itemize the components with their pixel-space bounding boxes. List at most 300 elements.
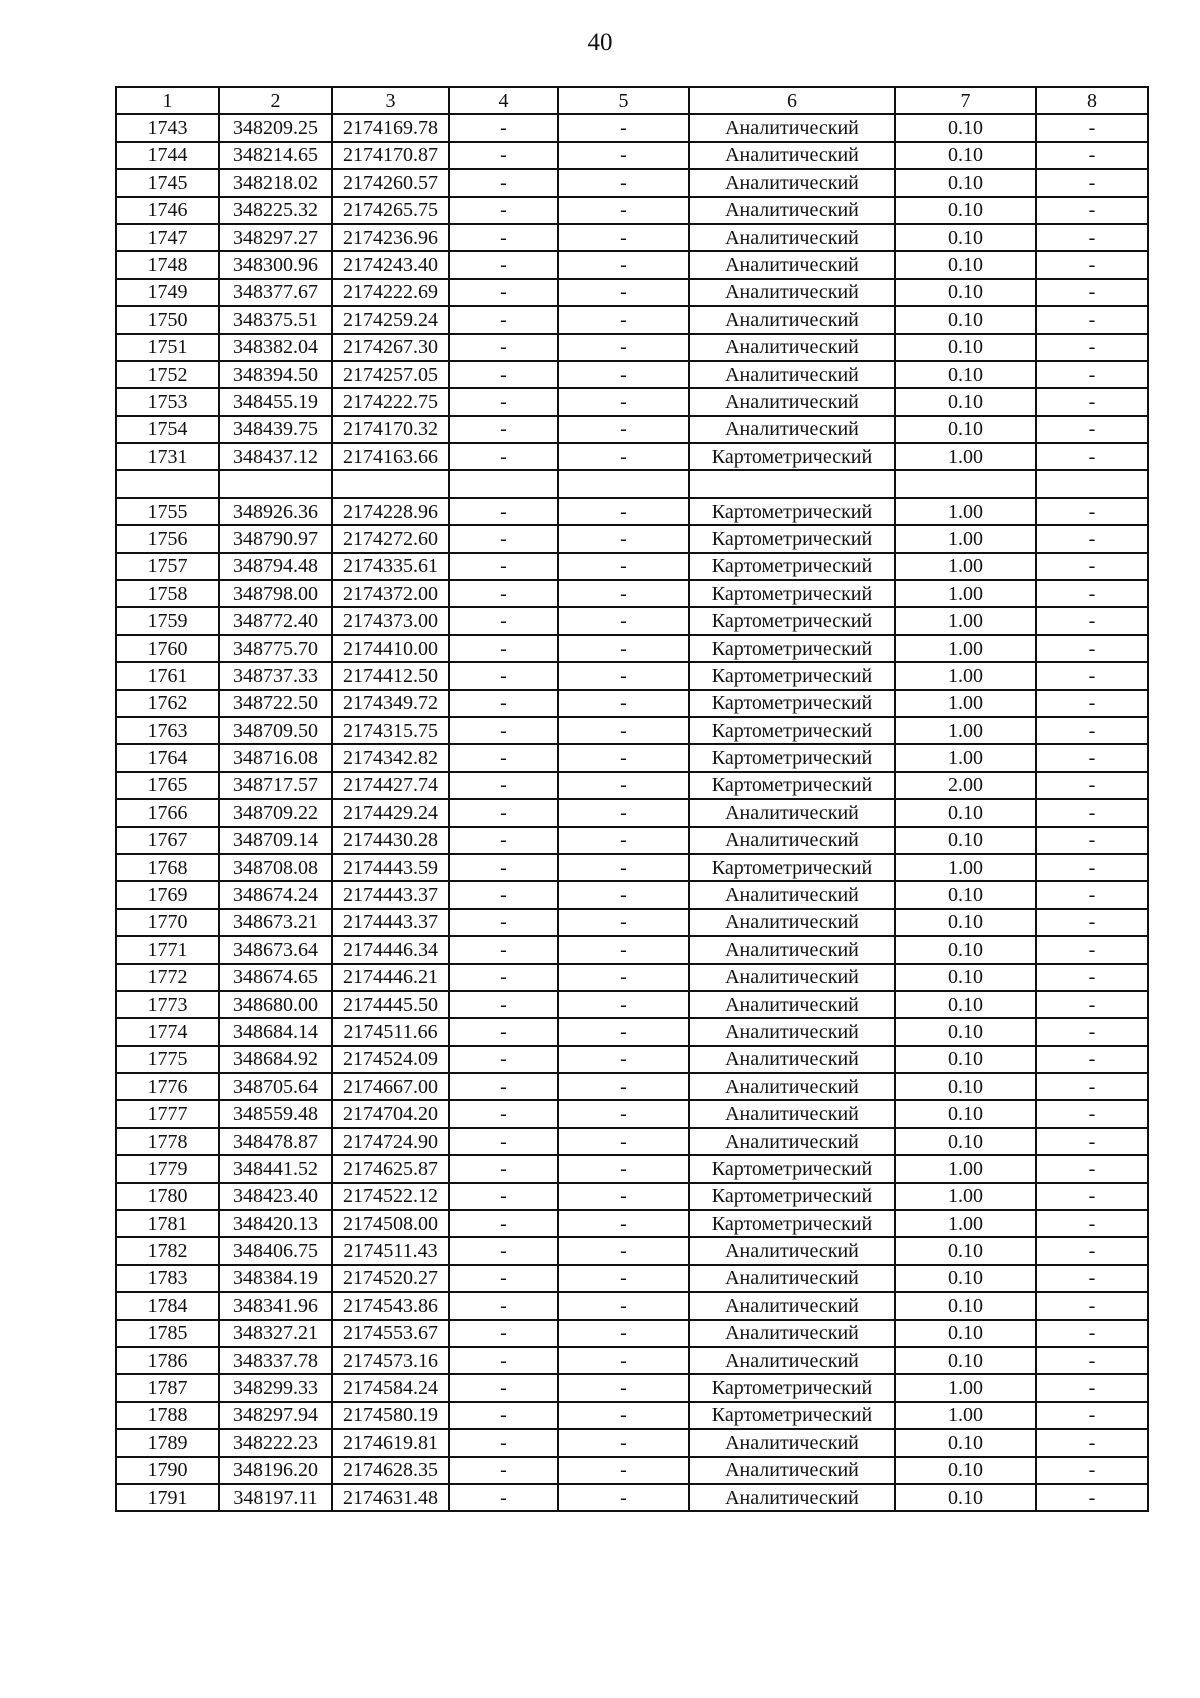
method-cell: Картометрический bbox=[689, 443, 895, 470]
point-number-cell: 1763 bbox=[116, 717, 219, 744]
column-5-cell: - bbox=[558, 1457, 689, 1484]
column-5-cell: - bbox=[558, 1183, 689, 1210]
column-4-cell: - bbox=[449, 1320, 558, 1347]
method-cell: Аналитический bbox=[689, 1046, 895, 1073]
column-4-cell: - bbox=[449, 881, 558, 908]
accuracy-cell: 0.10 bbox=[895, 361, 1036, 388]
x-coordinate-cell: 348406.75 bbox=[219, 1237, 332, 1264]
table-row bbox=[116, 1484, 1148, 1511]
table-row bbox=[116, 1320, 1148, 1347]
column-5-cell: - bbox=[558, 991, 689, 1018]
method-cell: Аналитический bbox=[689, 909, 895, 936]
point-number-cell: 1781 bbox=[116, 1210, 219, 1237]
method-cell: Картометрический bbox=[689, 1183, 895, 1210]
y-coordinate-cell: 2174228.96 bbox=[332, 498, 449, 525]
x-coordinate-cell: 348420.13 bbox=[219, 1210, 332, 1237]
accuracy-cell: 0.10 bbox=[895, 416, 1036, 443]
accuracy-cell: 0.10 bbox=[895, 1018, 1036, 1045]
column-8-cell: - bbox=[1036, 251, 1148, 278]
y-coordinate-cell: 2174619.81 bbox=[332, 1429, 449, 1456]
accuracy-cell: 1.00 bbox=[895, 1155, 1036, 1182]
table-row bbox=[116, 936, 1148, 963]
method-cell: Аналитический bbox=[689, 114, 895, 141]
column-4-cell: - bbox=[449, 1457, 558, 1484]
column-8-cell: - bbox=[1036, 580, 1148, 607]
table-row bbox=[116, 1018, 1148, 1045]
column-8-cell: - bbox=[1036, 169, 1148, 196]
method-cell: Картометрический bbox=[689, 717, 895, 744]
column-4-cell: - bbox=[449, 1018, 558, 1045]
y-coordinate-cell: 2174315.75 bbox=[332, 717, 449, 744]
method-cell: Аналитический bbox=[689, 306, 895, 333]
x-coordinate-cell: 348225.32 bbox=[219, 197, 332, 224]
method-cell: Картометрический bbox=[689, 553, 895, 580]
accuracy-cell: 0.10 bbox=[895, 197, 1036, 224]
column-8-cell: - bbox=[1036, 1237, 1148, 1264]
column-8-cell: - bbox=[1036, 1429, 1148, 1456]
accuracy-cell: 0.10 bbox=[895, 1320, 1036, 1347]
column-8-cell: - bbox=[1036, 607, 1148, 634]
column-5-cell: - bbox=[558, 936, 689, 963]
x-coordinate-cell: 348684.14 bbox=[219, 1018, 332, 1045]
column-8-cell: - bbox=[1036, 388, 1148, 415]
x-coordinate-cell: 348673.64 bbox=[219, 936, 332, 963]
column-5-cell: - bbox=[558, 854, 689, 881]
point-number-cell: 1772 bbox=[116, 964, 219, 991]
x-coordinate-cell: 348926.36 bbox=[219, 498, 332, 525]
column-5-cell: - bbox=[558, 635, 689, 662]
column-5-cell: - bbox=[558, 361, 689, 388]
method-cell: Картометрический bbox=[689, 772, 895, 799]
accuracy-cell: 1.00 bbox=[895, 1402, 1036, 1429]
column-4-cell: - bbox=[449, 744, 558, 771]
x-coordinate-cell: 348708.08 bbox=[219, 854, 332, 881]
point-number-cell: 1752 bbox=[116, 361, 219, 388]
x-coordinate-cell: 348737.33 bbox=[219, 662, 332, 689]
column-8-cell: - bbox=[1036, 827, 1148, 854]
column-4-cell: - bbox=[449, 197, 558, 224]
column-8-cell: - bbox=[1036, 1018, 1148, 1045]
column-5-cell bbox=[558, 470, 689, 497]
accuracy-cell: 0.10 bbox=[895, 279, 1036, 306]
column-4-cell: - bbox=[449, 1484, 558, 1511]
table-row bbox=[116, 361, 1148, 388]
column-4-cell: - bbox=[449, 553, 558, 580]
column-5-cell: - bbox=[558, 334, 689, 361]
header-cell: 3 bbox=[332, 87, 449, 114]
y-coordinate-cell: 2174372.00 bbox=[332, 580, 449, 607]
point-number-cell: 1786 bbox=[116, 1347, 219, 1374]
accuracy-cell: 0.10 bbox=[895, 799, 1036, 826]
method-cell: Аналитический bbox=[689, 1128, 895, 1155]
accuracy-cell: 0.10 bbox=[895, 1100, 1036, 1127]
table-row bbox=[116, 1457, 1148, 1484]
y-coordinate-cell: 2174429.24 bbox=[332, 799, 449, 826]
column-4-cell: - bbox=[449, 388, 558, 415]
table-row bbox=[116, 114, 1148, 141]
column-4-cell: - bbox=[449, 1046, 558, 1073]
y-coordinate-cell: 2174335.61 bbox=[332, 553, 449, 580]
method-cell: Аналитический bbox=[689, 1429, 895, 1456]
table-row bbox=[116, 1265, 1148, 1292]
x-coordinate-cell: 348394.50 bbox=[219, 361, 332, 388]
y-coordinate-cell: 2174573.16 bbox=[332, 1347, 449, 1374]
column-8-cell: - bbox=[1036, 361, 1148, 388]
method-cell: Аналитический bbox=[689, 251, 895, 278]
table-row bbox=[116, 197, 1148, 224]
table-row bbox=[116, 717, 1148, 744]
column-4-cell: - bbox=[449, 1265, 558, 1292]
point-number-cell bbox=[116, 470, 219, 497]
method-cell: Аналитический bbox=[689, 1292, 895, 1319]
x-coordinate-cell: 348559.48 bbox=[219, 1100, 332, 1127]
y-coordinate-cell: 2174427.74 bbox=[332, 772, 449, 799]
accuracy-cell: 1.00 bbox=[895, 553, 1036, 580]
method-cell: Картометрический bbox=[689, 635, 895, 662]
accuracy-cell: 0.10 bbox=[895, 1128, 1036, 1155]
accuracy-cell: 0.10 bbox=[895, 251, 1036, 278]
table-row bbox=[116, 279, 1148, 306]
accuracy-cell: 0.10 bbox=[895, 936, 1036, 963]
x-coordinate-cell: 348478.87 bbox=[219, 1128, 332, 1155]
point-number-cell: 1731 bbox=[116, 443, 219, 470]
column-4-cell: - bbox=[449, 635, 558, 662]
method-cell: Аналитический bbox=[689, 416, 895, 443]
column-4-cell: - bbox=[449, 964, 558, 991]
blank-separator-row bbox=[116, 470, 1148, 497]
column-4-cell: - bbox=[449, 525, 558, 552]
x-coordinate-cell: 348680.00 bbox=[219, 991, 332, 1018]
y-coordinate-cell: 2174236.96 bbox=[332, 224, 449, 251]
column-4-cell: - bbox=[449, 169, 558, 196]
x-coordinate-cell: 348375.51 bbox=[219, 306, 332, 333]
column-4-cell: - bbox=[449, 224, 558, 251]
y-coordinate-cell: 2174524.09 bbox=[332, 1046, 449, 1073]
column-5-cell: - bbox=[558, 1210, 689, 1237]
column-8-cell: - bbox=[1036, 909, 1148, 936]
x-coordinate-cell: 348423.40 bbox=[219, 1183, 332, 1210]
y-coordinate-cell: 2174169.78 bbox=[332, 114, 449, 141]
column-5-cell: - bbox=[558, 690, 689, 717]
column-4-cell: - bbox=[449, 416, 558, 443]
y-coordinate-cell: 2174265.75 bbox=[332, 197, 449, 224]
x-coordinate-cell: 348790.97 bbox=[219, 525, 332, 552]
point-number-cell: 1756 bbox=[116, 525, 219, 552]
coordinates-table bbox=[115, 86, 1149, 1512]
method-cell: Аналитический bbox=[689, 1320, 895, 1347]
column-5-cell: - bbox=[558, 1320, 689, 1347]
point-number-cell: 1782 bbox=[116, 1237, 219, 1264]
table-row bbox=[116, 854, 1148, 881]
table-row bbox=[116, 224, 1148, 251]
method-cell: Аналитический bbox=[689, 169, 895, 196]
point-number-cell: 1774 bbox=[116, 1018, 219, 1045]
column-5-cell: - bbox=[558, 1100, 689, 1127]
column-8-cell: - bbox=[1036, 717, 1148, 744]
x-coordinate-cell: 348341.96 bbox=[219, 1292, 332, 1319]
y-coordinate-cell: 2174222.75 bbox=[332, 388, 449, 415]
point-number-cell: 1773 bbox=[116, 991, 219, 1018]
column-5-cell: - bbox=[558, 607, 689, 634]
x-coordinate-cell: 348297.27 bbox=[219, 224, 332, 251]
x-coordinate-cell: 348673.21 bbox=[219, 909, 332, 936]
x-coordinate-cell: 348384.19 bbox=[219, 1265, 332, 1292]
column-8-cell: - bbox=[1036, 416, 1148, 443]
accuracy-cell: 1.00 bbox=[895, 854, 1036, 881]
point-number-cell: 1785 bbox=[116, 1320, 219, 1347]
column-4-cell: - bbox=[449, 1374, 558, 1401]
accuracy-cell: 0.10 bbox=[895, 827, 1036, 854]
point-number-cell: 1760 bbox=[116, 635, 219, 662]
column-8-cell: - bbox=[1036, 1183, 1148, 1210]
x-coordinate-cell: 348327.21 bbox=[219, 1320, 332, 1347]
column-4-cell: - bbox=[449, 799, 558, 826]
column-4-cell: - bbox=[449, 306, 558, 333]
column-4-cell: - bbox=[449, 251, 558, 278]
column-4-cell: - bbox=[449, 1402, 558, 1429]
point-number-cell: 1790 bbox=[116, 1457, 219, 1484]
method-cell: Аналитический bbox=[689, 991, 895, 1018]
column-5-cell: - bbox=[558, 1128, 689, 1155]
accuracy-cell: 1.00 bbox=[895, 1210, 1036, 1237]
y-coordinate-cell: 2174260.57 bbox=[332, 169, 449, 196]
column-8-cell: - bbox=[1036, 744, 1148, 771]
x-coordinate-cell: 348214.65 bbox=[219, 142, 332, 169]
column-4-cell: - bbox=[449, 717, 558, 744]
column-5-cell: - bbox=[558, 717, 689, 744]
column-8-cell: - bbox=[1036, 553, 1148, 580]
table-row bbox=[116, 525, 1148, 552]
point-number-cell: 1764 bbox=[116, 744, 219, 771]
column-8-cell: - bbox=[1036, 197, 1148, 224]
method-cell: Аналитический bbox=[689, 881, 895, 908]
method-cell: Картометрический bbox=[689, 854, 895, 881]
column-4-cell: - bbox=[449, 361, 558, 388]
table-row bbox=[116, 1347, 1148, 1374]
x-coordinate-cell: 348196.20 bbox=[219, 1457, 332, 1484]
accuracy-cell: 1.00 bbox=[895, 690, 1036, 717]
table-row bbox=[116, 635, 1148, 662]
column-5-cell: - bbox=[558, 1237, 689, 1264]
point-number-cell: 1767 bbox=[116, 827, 219, 854]
table-row bbox=[116, 1429, 1148, 1456]
x-coordinate-cell: 348299.33 bbox=[219, 1374, 332, 1401]
column-5-cell: - bbox=[558, 306, 689, 333]
column-4-cell: - bbox=[449, 1292, 558, 1319]
column-4-cell: - bbox=[449, 991, 558, 1018]
x-coordinate-cell: 348705.64 bbox=[219, 1073, 332, 1100]
column-8-cell: - bbox=[1036, 1265, 1148, 1292]
column-4-cell: - bbox=[449, 142, 558, 169]
table-row bbox=[116, 1292, 1148, 1319]
column-8-cell: - bbox=[1036, 936, 1148, 963]
header-cell: 4 bbox=[449, 87, 558, 114]
table-row bbox=[116, 251, 1148, 278]
point-number-cell: 1778 bbox=[116, 1128, 219, 1155]
column-8-cell bbox=[1036, 470, 1148, 497]
point-number-cell: 1758 bbox=[116, 580, 219, 607]
point-number-cell: 1776 bbox=[116, 1073, 219, 1100]
x-coordinate-cell: 348209.25 bbox=[219, 114, 332, 141]
y-coordinate-cell: 2174628.35 bbox=[332, 1457, 449, 1484]
x-coordinate-cell: 348300.96 bbox=[219, 251, 332, 278]
column-5-cell: - bbox=[558, 1018, 689, 1045]
column-8-cell: - bbox=[1036, 1347, 1148, 1374]
y-coordinate-cell: 2174272.60 bbox=[332, 525, 449, 552]
column-4-cell: - bbox=[449, 690, 558, 717]
table-row bbox=[116, 1155, 1148, 1182]
column-4-cell: - bbox=[449, 443, 558, 470]
column-4-cell: - bbox=[449, 827, 558, 854]
column-8-cell: - bbox=[1036, 142, 1148, 169]
method-cell: Аналитический bbox=[689, 1100, 895, 1127]
point-number-cell: 1762 bbox=[116, 690, 219, 717]
column-8-cell: - bbox=[1036, 1402, 1148, 1429]
table-row bbox=[116, 799, 1148, 826]
accuracy-cell: 0.10 bbox=[895, 881, 1036, 908]
table-row bbox=[116, 553, 1148, 580]
column-8-cell: - bbox=[1036, 662, 1148, 689]
accuracy-cell: 1.00 bbox=[895, 635, 1036, 662]
x-coordinate-cell: 348717.57 bbox=[219, 772, 332, 799]
table-row bbox=[116, 1237, 1148, 1264]
x-coordinate-cell: 348794.48 bbox=[219, 553, 332, 580]
table-row bbox=[116, 744, 1148, 771]
method-cell: Аналитический bbox=[689, 1237, 895, 1264]
accuracy-cell: 0.10 bbox=[895, 1237, 1036, 1264]
column-8-cell: - bbox=[1036, 1155, 1148, 1182]
y-coordinate-cell: 2174412.50 bbox=[332, 662, 449, 689]
y-coordinate-cell: 2174257.05 bbox=[332, 361, 449, 388]
accuracy-cell: 0.10 bbox=[895, 1292, 1036, 1319]
column-5-cell: - bbox=[558, 909, 689, 936]
table-row bbox=[116, 607, 1148, 634]
column-8-cell: - bbox=[1036, 881, 1148, 908]
table-row bbox=[116, 1073, 1148, 1100]
x-coordinate-cell: 348437.12 bbox=[219, 443, 332, 470]
column-5-cell: - bbox=[558, 498, 689, 525]
accuracy-cell: 1.00 bbox=[895, 717, 1036, 744]
point-number-cell: 1789 bbox=[116, 1429, 219, 1456]
x-coordinate-cell: 348722.50 bbox=[219, 690, 332, 717]
x-coordinate-cell: 348709.22 bbox=[219, 799, 332, 826]
column-5-cell: - bbox=[558, 416, 689, 443]
header-cell: 2 bbox=[219, 87, 332, 114]
point-number-cell: 1747 bbox=[116, 224, 219, 251]
column-8-cell: - bbox=[1036, 991, 1148, 1018]
accuracy-cell: 1.00 bbox=[895, 443, 1036, 470]
column-8-cell: - bbox=[1036, 1457, 1148, 1484]
table-row bbox=[116, 881, 1148, 908]
column-8-cell: - bbox=[1036, 306, 1148, 333]
column-4-cell: - bbox=[449, 1128, 558, 1155]
point-number-cell: 1784 bbox=[116, 1292, 219, 1319]
y-coordinate-cell: 2174443.59 bbox=[332, 854, 449, 881]
point-number-cell: 1787 bbox=[116, 1374, 219, 1401]
column-5-cell: - bbox=[558, 772, 689, 799]
column-5-cell: - bbox=[558, 443, 689, 470]
table-row bbox=[116, 991, 1148, 1018]
x-coordinate-cell: 348798.00 bbox=[219, 580, 332, 607]
accuracy-cell: 0.10 bbox=[895, 114, 1036, 141]
column-4-cell: - bbox=[449, 936, 558, 963]
column-5-cell: - bbox=[558, 580, 689, 607]
column-4-cell: - bbox=[449, 607, 558, 634]
point-number-cell: 1745 bbox=[116, 169, 219, 196]
point-number-cell: 1755 bbox=[116, 498, 219, 525]
accuracy-cell: 1.00 bbox=[895, 580, 1036, 607]
column-8-cell: - bbox=[1036, 635, 1148, 662]
column-8-cell: - bbox=[1036, 224, 1148, 251]
header-cell: 1 bbox=[116, 87, 219, 114]
column-8-cell: - bbox=[1036, 498, 1148, 525]
method-cell: Аналитический bbox=[689, 1484, 895, 1511]
point-number-cell: 1765 bbox=[116, 772, 219, 799]
method-cell: Картометрический bbox=[689, 607, 895, 634]
method-cell: Картометрический bbox=[689, 1402, 895, 1429]
header-cell: 7 bbox=[895, 87, 1036, 114]
method-cell: Аналитический bbox=[689, 799, 895, 826]
table-row bbox=[116, 416, 1148, 443]
accuracy-cell: 0.10 bbox=[895, 224, 1036, 251]
accuracy-cell: 0.10 bbox=[895, 1347, 1036, 1374]
column-4-cell: - bbox=[449, 498, 558, 525]
table-row bbox=[116, 1374, 1148, 1401]
column-8-cell: - bbox=[1036, 1292, 1148, 1319]
point-number-cell: 1761 bbox=[116, 662, 219, 689]
accuracy-cell bbox=[895, 470, 1036, 497]
y-coordinate-cell: 2174625.87 bbox=[332, 1155, 449, 1182]
point-number-cell: 1783 bbox=[116, 1265, 219, 1292]
accuracy-cell: 0.10 bbox=[895, 964, 1036, 991]
column-5-cell: - bbox=[558, 525, 689, 552]
y-coordinate-cell: 2174373.00 bbox=[332, 607, 449, 634]
column-4-cell: - bbox=[449, 334, 558, 361]
column-8-cell: - bbox=[1036, 1210, 1148, 1237]
x-coordinate-cell: 348197.11 bbox=[219, 1484, 332, 1511]
method-cell: Картометрический bbox=[689, 1374, 895, 1401]
point-number-cell: 1754 bbox=[116, 416, 219, 443]
x-coordinate-cell: 348297.94 bbox=[219, 1402, 332, 1429]
y-coordinate-cell: 2174520.27 bbox=[332, 1265, 449, 1292]
column-5-cell: - bbox=[558, 1046, 689, 1073]
method-cell: Аналитический bbox=[689, 279, 895, 306]
table-row bbox=[116, 306, 1148, 333]
point-number-cell: 1768 bbox=[116, 854, 219, 881]
page-number: 40 bbox=[587, 29, 613, 56]
method-cell: Аналитический bbox=[689, 1457, 895, 1484]
y-coordinate-cell: 2174443.37 bbox=[332, 881, 449, 908]
method-cell: Аналитический bbox=[689, 197, 895, 224]
accuracy-cell: 0.10 bbox=[895, 1046, 1036, 1073]
table-header-row bbox=[116, 87, 1148, 114]
method-cell: Картометрический bbox=[689, 744, 895, 771]
x-coordinate-cell: 348441.52 bbox=[219, 1155, 332, 1182]
point-number-cell: 1753 bbox=[116, 388, 219, 415]
point-number-cell: 1775 bbox=[116, 1046, 219, 1073]
table-row bbox=[116, 334, 1148, 361]
x-coordinate-cell: 348772.40 bbox=[219, 607, 332, 634]
point-number-cell: 1746 bbox=[116, 197, 219, 224]
x-coordinate-cell: 348377.67 bbox=[219, 279, 332, 306]
column-5-cell: - bbox=[558, 251, 689, 278]
point-number-cell: 1748 bbox=[116, 251, 219, 278]
header-cell: 8 bbox=[1036, 87, 1148, 114]
accuracy-cell: 0.10 bbox=[895, 1265, 1036, 1292]
column-5-cell: - bbox=[558, 197, 689, 224]
table-row bbox=[116, 443, 1148, 470]
y-coordinate-cell: 2174163.66 bbox=[332, 443, 449, 470]
